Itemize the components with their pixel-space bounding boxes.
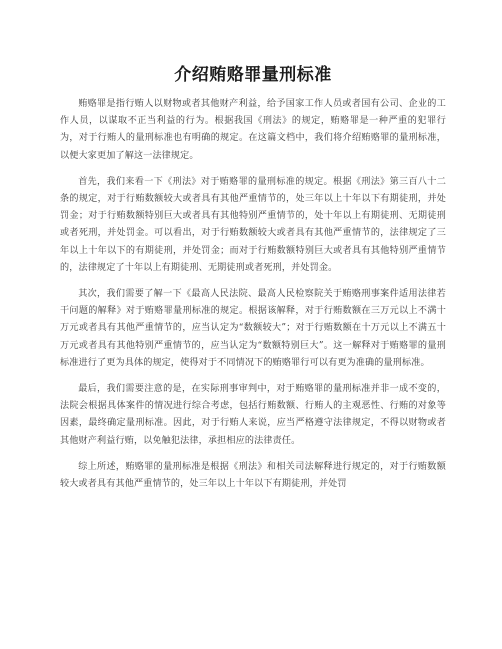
document-title: 介绍贿赂罪量刑标准 xyxy=(174,65,332,85)
paragraph-criminal-law: 首先，我们来看一下《刑法》对于贿赂罪的量刑标准的规定。根据《刑法》第三百八十二条的规定，对于行贿数额较大或者具有其他严重情节的，处三年以上十年以下有期徒刑，并处罚金；对于行贿数额特别巨大或者具有其他特别严重情节的，处十年以上有期徒刑、无期徒刑或者死刑，并处罚金。可以看出，对于行贿数额较大或者具有其他严重情节的，法律规定了三年以上十年以下的有期徒刑，并处罚金；而对于行贿数额特别巨大或者具有其他特别严重情节的，法律规定了十年以上有期徒刑、无期徒刑或者死刑，并处罚金。 xyxy=(60,176,446,273)
paragraph-conclusion: 综上所述，贿赂罪的量刑标准是根据《刑法》和相关司法解释进行规定的，对于行贿数额较大或者具有其他严重情节的，处三年以上十年以下有期徒刑，并处罚 xyxy=(60,461,446,490)
document-body xyxy=(60,96,446,493)
paragraph-judicial-practice: 最后，我们需要注意的是，在实际刑事审判中，对于贿赂罪的量刑标准并非一成不变的，法院会根据具体案件的情况进行综合考虑，包括行贿数额、行贿人的主观恶性、行贿的对象等因素，最终确定量刑标准。因此，对于行贿人来说，应当严格遵守法律规定，不得以财物或者其他财产利益行贿，以免触犯法律，承担相应的法律责任。 xyxy=(60,384,446,446)
paragraph-intro: 贿赂罪是指行贿人以财物或者其他财产利益，给予国家工作人员或者国有公司、企业的工作人员，以谋取不正当利益的行为。根据我国《刑法》的规定，贿赂罪是一种严重的犯罪行为，对于行贿人的量刑标准也有明确的规定。在这篇文档中，我们将介绍贿赂罪的量刑标准，以便大家更加了解这一法律规定。 xyxy=(60,99,446,161)
paragraph-judicial-interpretation: 其次，我们需要了解一下《最高人民法院、最高人民检察院关于贿赂刑事案件适用法律若干问题的解释》对于贿赂罪量刑标准的规定。根据该解释，对于行贿数额在三万元以上不满十万元或者具有其他严重情节的，应当认定为“数额较大”；对于行贿数额在十万元以上不满五十万元或者具有其他特别严重情节的，应当认定为“数额特别巨大”。这一解释对于贿赂罪的量刑标准进行了更为具体的规定，使得对于不同情况下的贿赂罪行可以有更为准确的量刑标准。 xyxy=(60,289,446,368)
